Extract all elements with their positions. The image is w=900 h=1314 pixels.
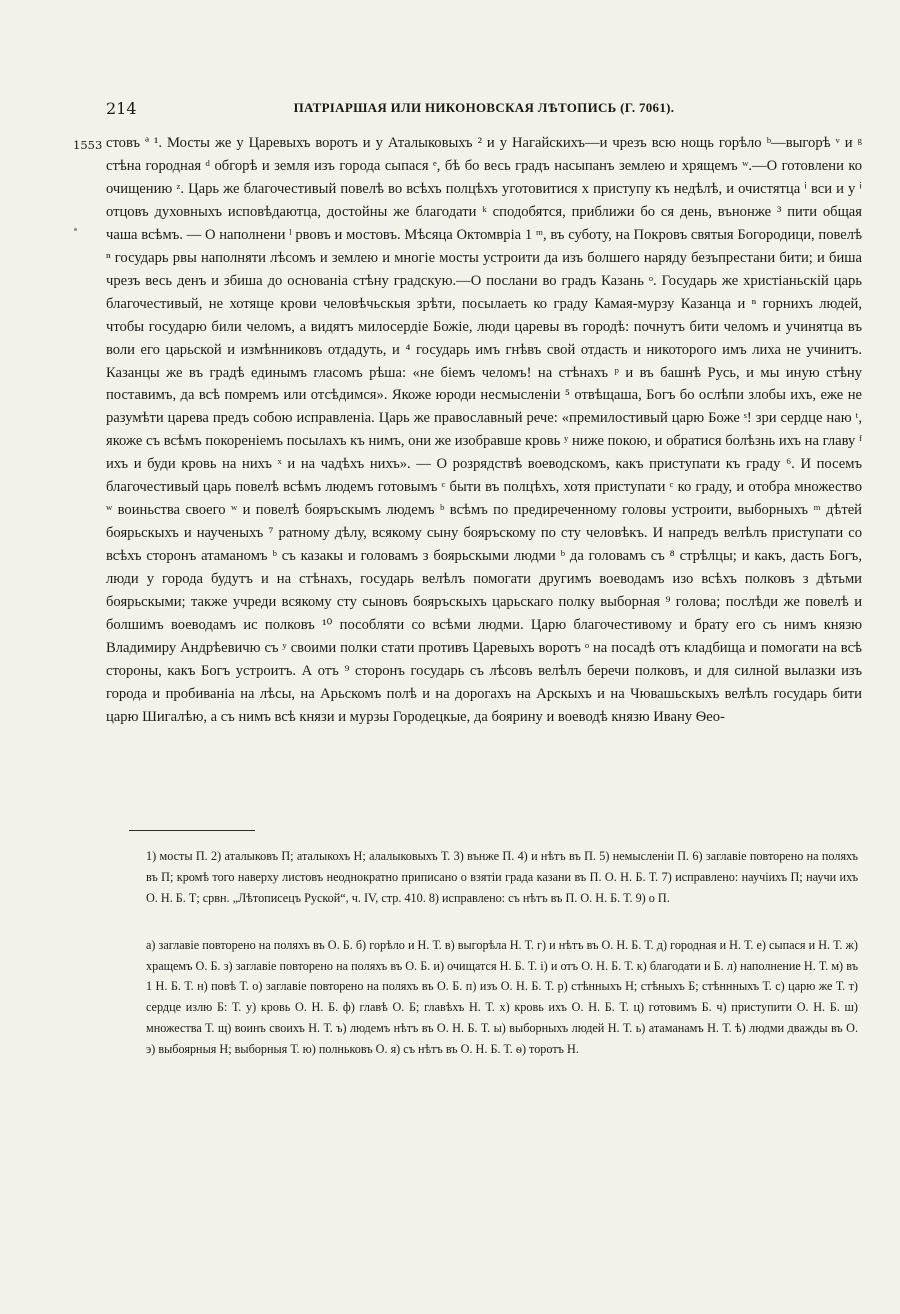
- main-text: [106, 132, 862, 729]
- page-number: 214: [106, 99, 137, 118]
- page-header: [106, 99, 862, 121]
- paper-speck: [74, 228, 77, 231]
- footnotes-letter: [146, 935, 858, 1059]
- footnotes-numeric-text: 1) мосты П. 2) аталыковъ П; аталыкохъ Н; алалыковыхъ Т. 3) вънже П. 4) и нѣтъ въ П. 5) немысленіи П. 6) заглавіе повторено на поляхъ въ П; кромѣ того наверху листовъ неоднократно приписано о взятіи града казани въ П. О. Н. Б. Т. 7) исправлено: научіихъ П; научи ихъ О. Н. Б. Т; срвн. „Лѣтописецъ Руской“, ч. IV, стр. 410. 8) исправлено: съ нѣтъ въ П. О. Н. Б. Т. 9) о П.: [146, 849, 858, 905]
- footnote-divider: [129, 830, 255, 831]
- footnotes-numeric: [146, 846, 858, 908]
- margin-year: 1553: [73, 138, 103, 152]
- footnotes-letter-text: а) заглавіе повторено на поляхъ въ О. Б. б) горѣло и Н. Т. в) выгорѣла Н. Т. г) и нѣтъ въ О. Н. Б. Т. д) городная и Н. Т. е) сыпася и Н. Т. ж) хращемъ О. Б. з) заглавіе повторено на поляхъ въ О. Б. и) очищатся Н. Б. Т. і) и отъ О. Н. Б. Т. к) благодати и Б. л) наполнение Н. Т. м) въ 1 Н. Б. Т. н) повѣ Т. о) заглавіе повторено на поляхъ въ О. Б. п) изъ О. Н. Б. Т. р) стѣнныхъ Н; стѣныхъ Б; стѣннныхъ Т. с) царю же Т. т) сердце излю Б: Т. у) кровь О. Н. Б. ф) главѣ О. Б; главѣхъ Н. Т. х) кровь ихъ О. Н. Б. Т. ц) готовимъ Б. ч) приступити О. Н. Б. ш) множества Т. щ) воинъ своихъ Н. Т. ъ) людемъ нѣтъ въ О. Н. Б. Т. ы) выборныхъ людей Н. Т. ь) атаманамъ Н. Т. ѣ) людми дважды въ О. э) выбоярныя Н; выборныя Т. ю) полньковъ О. я) съ нѣтъ въ О. Н. Б. Т. ѳ) торотъ Н.: [146, 938, 858, 1056]
- body-paragraph: стовъ ª ¹. Мосты же у Царевыхъ воротъ и у Аталыковыхъ ² и у Нагайскихъ—и чрезъ всю нощь горѣло ᵇ—выгорѣ ᵛ и ᵍ стѣна городная ᵈ обгорѣ и земля изъ города сыпася ᵉ, бѣ бо весь градъ насыпанъ землею и хрящемъ ʷ.—О готовлени ко очищению ᶻ. Царь же благочестивый повелѣ во всѣхъ полцѣхъ уготовитися х приступу къ недѣлѣ, и очистятца ⁱ вси и у ⁱ отцовъ духовныхъ исповѣдаютца, достойны же благодати ᵏ сподобятся, приближи бо ся день, вънонже ³ пити общая чаша всѣмъ. — О наполнени ˡ рвовъ и мостовъ. Мѣсяца Октомвріа 1 ᵐ, въ суботу, на Покровъ святыя Богородици, повелѣ ⁿ государь рвы наполняти лѣсомъ и землею и многіе мосты устроити да изъ болшего наряду безъпрестани бити; и биша чрезъ весь денъ и збиша до основаніа стѣну градскую.—О послани во градъ Казань ᵒ. Государь же христіаньскій царь благочестивый, не хотяще крови человѣчьскыя зрѣти, посылаеть ко граду Камая-мурзу Казанца и ⁿ горнихъ людей, чтобы государю били челомъ, а видятъ милосердіе Божіе, люди царевы въ городѣ: почнутъ бити челомъ и учинятца въ воли его царьской и измѣнниковъ отдадуть, и ⁴ государь имъ гнѣвъ свой отдасть и никоторого имъ лиха не учинитъ. Казанцы же въ градѣ единымъ гласомъ рѣша: «не біемъ челомъ! на стѣнахъ ᵖ и въ башнѣ Русь, и мы иную стѣну поставимъ, да всѣ помремъ или отсѣдимся». Якоже юроди несмысленіи ⁵ отвѣщаша, Богъ бо ослѣпи злобы ихъ, еже не разумѣти царева предъ собою исправленіа. Царь же православный рече: «премилостивый царю Боже ˢ! зри сердце наю ᵗ, якоже съ всѣмъ покореніемъ посылахъ къ нимъ, они же изобравше кровь ʸ ниже покою, и обратися болѣзнь ихъ на главу ᶠ ихъ и буди кровь на нихъ ˣ и на чадѣхъ нихъ». — О розрядствѣ воеводскомъ, какъ приступати къ граду ⁶. И посемъ благочестивый царь повелѣ всѣмъ людемъ готовымъ ᶜ быти въ полцѣхъ, хотя приступати ᶜ ко граду, и отобра множество ʷ воиньства своего ʷ и повелѣ бояръскымъ людемъ ᵇ всѣмъ по предиреченному головы устроити, выборныхъ ᵐ дѣтей боярьскыхъ и наученыхъ ⁷ ратному дѣлу, всякому сыну бояръскому по сту человѣкъ. И напредъ велѣлъ приступати со всѣхъ сторонъ атаманомъ ᵇ съ казакы и головамъ з боярьскыми людми ᵇ да головамъ съ ⁸ стрѣлцы; и какъ, дасть Богъ, люди у города будутъ и на стѣнахъ, государь велѣлъ помогати другимъ воеводамъ изо всѣхъ полковъ з дѣтьми боярьскыми; также учреди всякому сту сыновъ бояръскыхъ царьскаго полку выборная ⁹ голова; послѣди же повелѣ и болшимъ воеводамъ ис полковъ ¹⁰ пособляти со всѣми людми. Царю благочестивому и брату его съ нимъ князю Владимиру Андрѣевичю съ ʸ своими полки стати противъ Царевыхъ воротъ ᵒ на посадѣ отъ кладбища и помогати на всѣ стороны, какъ Богъ устроитъ. А отъ ⁹ сторонъ государь съ лѣсовъ велѣлъ беречи полковъ, и для силной вылазки изъ города и пробиваніа на лѣсы, на Арьскомъ полѣ и на дорогахъ на Арскыхъ и на Чювашьскыхъ велѣлъ государь бити царю Шигалѣю, а съ нимъ всѣ князи и мурзы Городецкые, да боярину и воеводѣ князю Ивану Ѳео-: [106, 135, 862, 725]
- running-head: ПАТРІАРШАЯ ИЛИ НИКОНОВСКАЯ ЛѢТОПИСЬ (Г. 7061).: [293, 100, 675, 115]
